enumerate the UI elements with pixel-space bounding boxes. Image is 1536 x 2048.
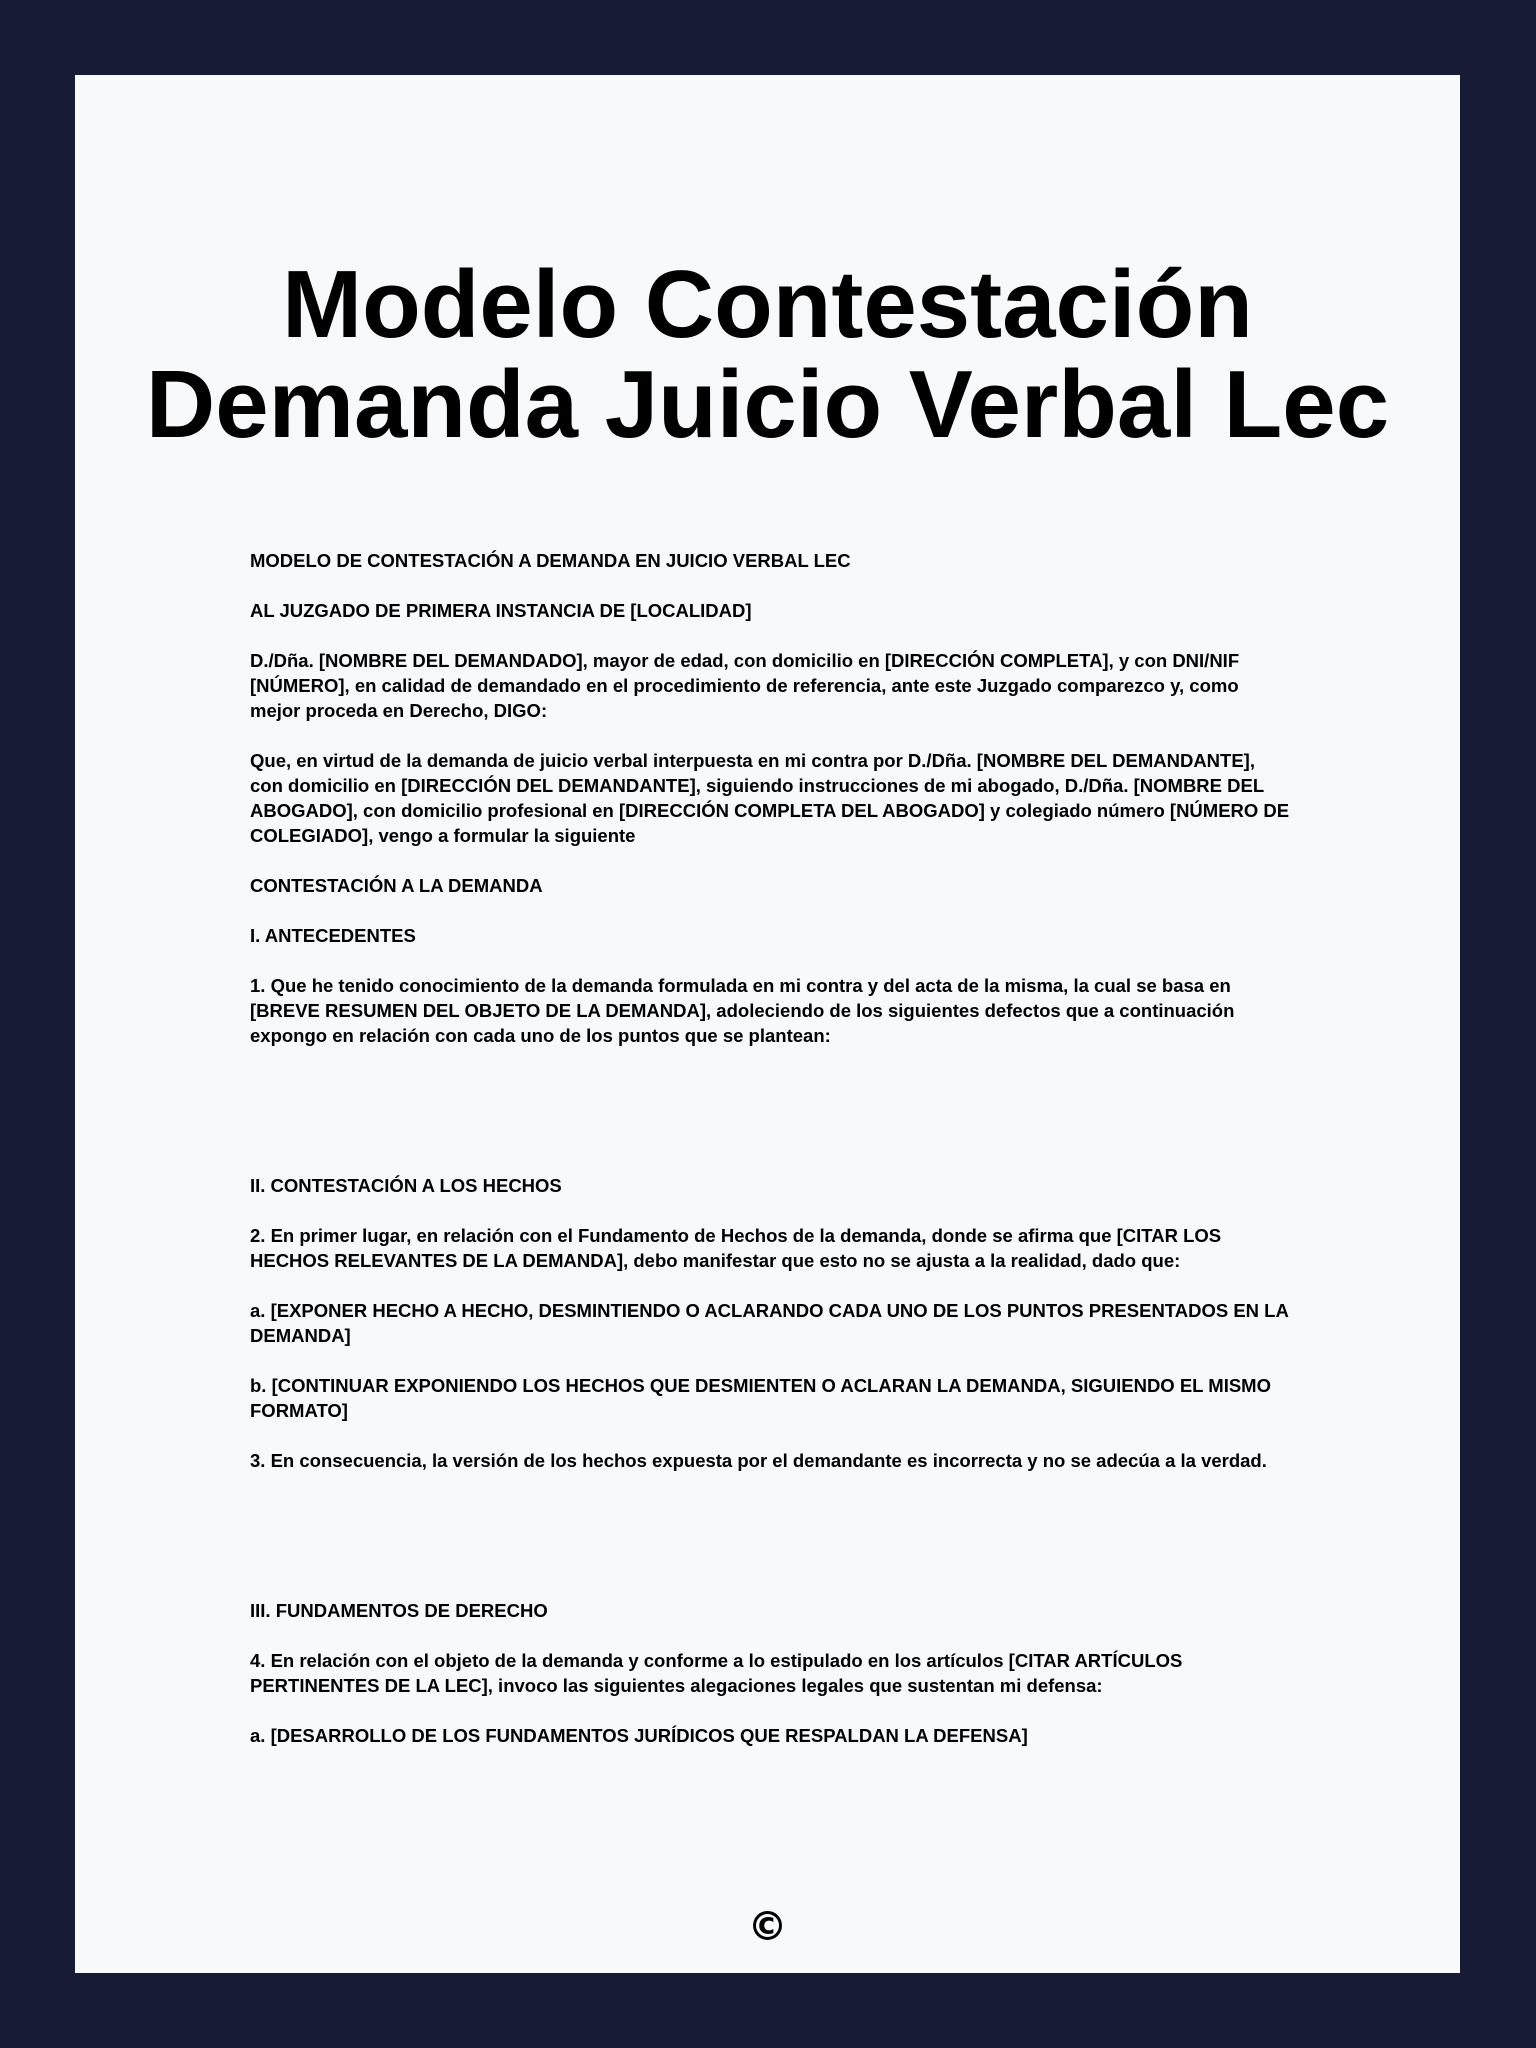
document-heading: MODELO DE CONTESTACIÓN A DEMANDA EN JUICIO VERBAL LEC bbox=[250, 550, 851, 571]
title-line-1: Modelo Contestación bbox=[282, 251, 1253, 358]
paragraph-2b: b. [CONTINUAR EXPONIENDO LOS HECHOS QUE DESMIENTEN O ACLARAN LA DEMANDA, SIGUIENDO EL MISMO FORMATO] bbox=[250, 1375, 1271, 1421]
paragraph-1: 1. Que he tenido conocimiento de la demanda formulada en mi contra y del acta de la misma, la cual se basa en [BREVE RESUMEN DEL OBJETO DE LA DEMANDA], adoleciendo de los siguientes defectos que a continuación expongo en relación con cada uno de los puntos que se plantean: bbox=[250, 975, 1235, 1046]
section-heading-antecedentes: I. ANTECEDENTES bbox=[250, 925, 416, 946]
spacer bbox=[250, 1498, 1290, 1598]
spacer bbox=[250, 1073, 1290, 1173]
section-heading-fundamentos: III. FUNDAMENTOS DE DERECHO bbox=[250, 1600, 548, 1621]
paragraph-2: 2. En primer lugar, en relación con el Fundamento de Hechos de la demanda, donde se afirma que [CITAR LOS HECHOS RELEVANTES DE LA DEMANDA], debo manifestar que esto no se ajusta a la realidad, dado que: bbox=[250, 1225, 1222, 1271]
title-line-2: Demanda Juicio Verbal Lec bbox=[145, 351, 1390, 458]
paragraph-4a: a. [DESARROLLO DE LOS FUNDAMENTOS JURÍDICOS QUE RESPALDAN LA DEFENSA] bbox=[250, 1725, 1028, 1746]
addressee: AL JUZGADO DE PRIMERA INSTANCIA DE [LOCALIDAD] bbox=[250, 600, 752, 621]
paragraph-3: 3. En consecuencia, la versión de los hechos expuesta por el demandante es incorrecta y no se adecúa a la verdad. bbox=[250, 1450, 1267, 1471]
preamble-paragraph: Que, en virtud de la demanda de juicio verbal interpuesta en mi contra por D./Dña. [NOMBRE DEL DEMANDANTE], con domicilio en [DIRECCIÓN DEL DEMANDANTE], siguiendo instrucciones de mi abogado, D./Dña. [NOMBRE DEL ABOGADO], con domicilio profesional en [DIRECCIÓN COMPLETA DEL ABOGADO] y colegiado número [NÚMERO DE COLEGIADO], vengo a formular la siguiente bbox=[250, 750, 1290, 846]
section-heading-hechos: II. CONTESTACIÓN A LOS HECHOS bbox=[250, 1175, 562, 1196]
document-body bbox=[250, 548, 1290, 1773]
main-heading: CONTESTACIÓN A LA DEMANDA bbox=[250, 875, 543, 896]
paragraph-2a: a. [EXPONER HECHO A HECHO, DESMINTIENDO O ACLARANDO CADA UNO DE LOS PUNTOS PRESENTADOS EN LA DEMANDA] bbox=[250, 1300, 1289, 1346]
intro-paragraph: D./Dña. [NOMBRE DEL DEMANDADO], mayor de edad, con domicilio en [DIRECCIÓN COMPLETA], y con DNI/NIF [NÚMERO], en calidad de demandado en el procedimiento de referencia, ante este Juzgado comparezco y, como mejor proceda en Derecho, DIGO: bbox=[250, 650, 1240, 721]
copyright-icon: © bbox=[747, 1904, 788, 1950]
document-title bbox=[75, 251, 1460, 458]
paragraph-4: 4. En relación con el objeto de la demanda y conforme a lo estipulado en los artículos [CITAR ARTÍCULOS PERTINENTES DE LA LEC], invoco las siguientes alegaciones legales que sustentan mi defensa: bbox=[250, 1650, 1183, 1696]
document-page bbox=[75, 75, 1460, 1973]
